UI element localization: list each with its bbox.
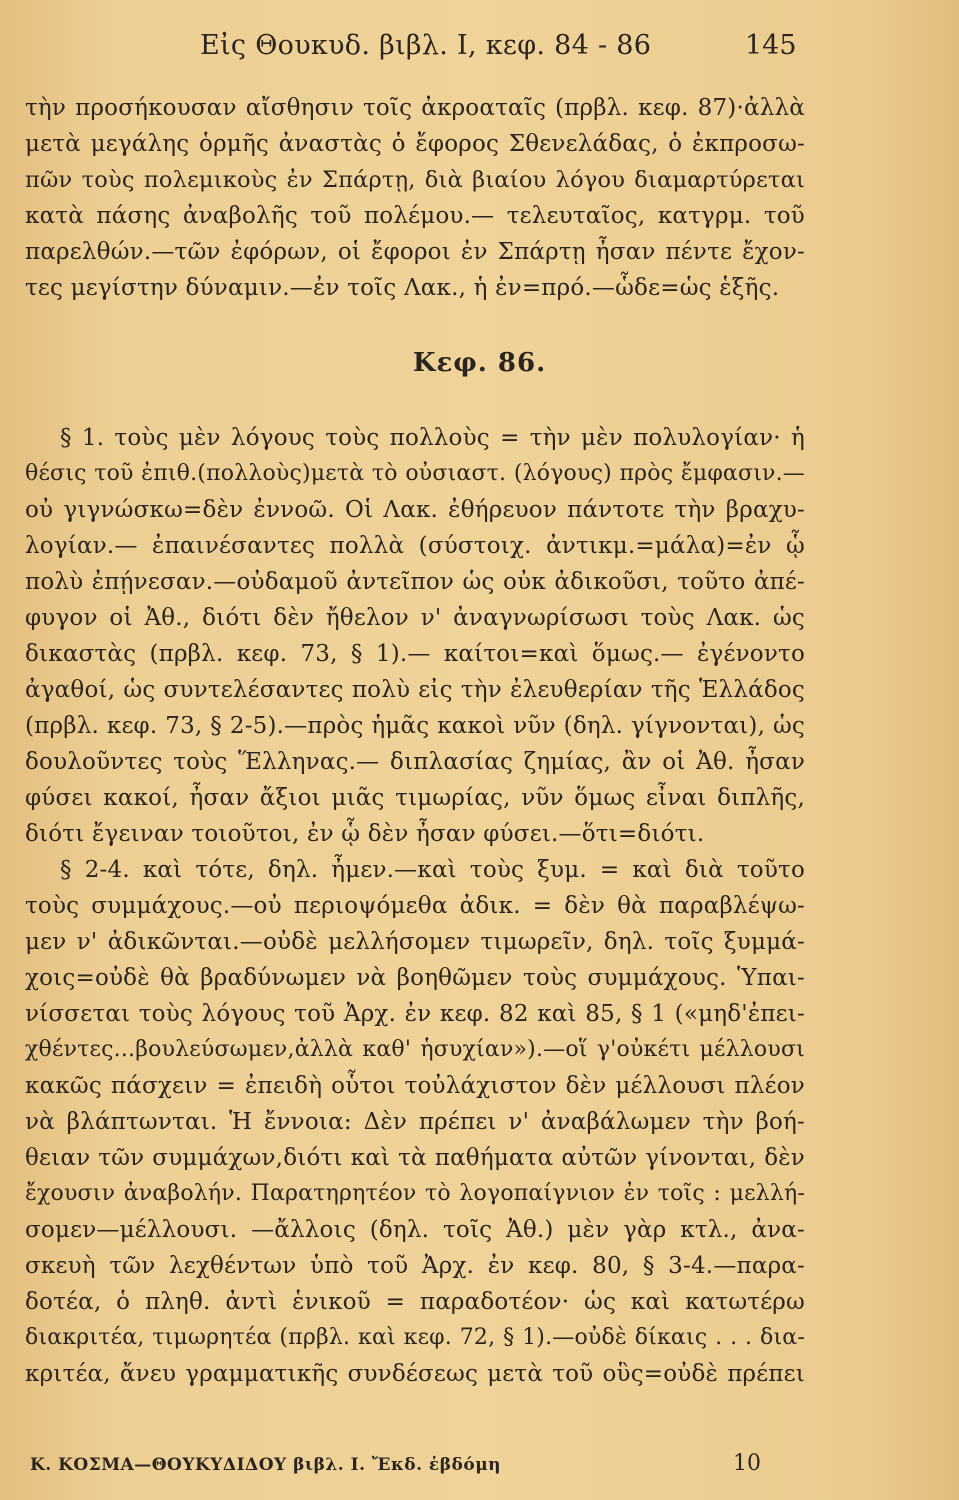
text-line: δουλοῦντες τοὺς Ἕλληνας.— διπλασίας ζημίας, ἂν οἱ Ἀθ. ἦσαν xyxy=(25,749,805,775)
text-line: σομεν—μέλλουσι. —ἄλλοις (δηλ. τοῖς Ἀθ.) μὲν γὰρ κτλ., ἀνα- xyxy=(25,1217,805,1243)
text-line: τοὺς συμμάχους.—οὐ περιοψόμεθα ἀδικ. = δὲν θὰ παραβλέψω- xyxy=(25,893,805,919)
text-line: ἔχουσιν ἀναβολήν. Παρατηρητέον τὸ λογοπαίγνιον ἐν τοῖς : μελλή- xyxy=(25,1181,805,1206)
text-line: (πρβλ. κεφ. 73, § 2-5).—πρὸς ἡμᾶς κακοὶ νῦν (δηλ. γίγνονται), ὡς xyxy=(25,713,805,739)
text-line: ἀγαθοί, ὡς συντελέσαντες πολὺ εἰς τὴν ἐλευθερίαν τῆς Ἑλλάδος xyxy=(25,677,805,703)
text-line: μεν ν' ἀδικῶνται.—οὐδὲ μελλήσομεν τιμωρεῖν, δηλ. τοῖς ξυμμά- xyxy=(25,929,805,955)
text-line: § 1. τοὺς μὲν λόγους τοὺς πολλοὺς = τὴν μὲν πολυλογίαν· ἡ xyxy=(60,425,805,451)
text-line: θέσις τοῦ ἐπιθ.(πολλοὺς)μετὰ τὸ οὐσιαστ. (λόγους) πρὸς ἔμφασιν.— xyxy=(25,461,805,486)
text-line: χοις=οὐδὲ θὰ βραδύνωμεν νὰ βοηθῶμεν τοὺς συμμάχους. Ὑπαι- xyxy=(25,965,805,991)
text-line: δικαστὰς (πρβλ. κεφ. 73, § 1).— καίτοι=καὶ ὅμως.— ἐγένοντο xyxy=(25,641,805,667)
running-head-title: Εἰς Θουκυδ. βιβλ. Ι, κεφ. 84 - 86 xyxy=(200,30,652,61)
text-line: κριτέα, ἄνευ γραμματικῆς συνδέσεως μετὰ τοῦ οὓς=οὐδὲ πρέπει xyxy=(25,1361,805,1387)
text-line: κατὰ πάσης ἀναβολῆς τοῦ πολέμου.— τελευταῖος, κατγρμ. τοῦ xyxy=(25,203,805,229)
text-line: φυγον οἱ Ἀθ., διότι δὲν ἤθελον ν' ἀναγνωρίσωσι τοὺς Λακ. ὡς xyxy=(25,605,805,631)
text-line: πολὺ ἐπῄνεσαν.—οὐδαμοῦ ἀντεῖπον ὡς οὐκ ἀδικοῦσι, τοῦτο ἀπέ- xyxy=(25,569,805,595)
text-line: χθέντες...βουλεύσωμεν,ἀλλὰ καθ' ἡσυχίαν»).—οἵ γ'οὐκέτι μέλλουσι xyxy=(25,1037,805,1062)
text-line: τὴν προσήκουσαν αἴσθησιν τοῖς ἀκροαταῖς (πρβλ. κεφ. 87)·ἀλλὰ xyxy=(25,95,805,121)
chapter-heading: Κεφ. 86. xyxy=(412,348,547,378)
text-line: θειαν τῶν συμμάχων,διότι καὶ τὰ παθήματα αὐτῶν γίνονται, δὲν xyxy=(25,1145,805,1171)
text-line: κακῶς πάσχειν = ἐπειδὴ οὗτοι τοὐλάχιστον δὲν μέλλουσι πλέον xyxy=(25,1073,805,1099)
sheet-number: 10 xyxy=(733,1451,761,1476)
text-line: πῶν τοὺς πολεμικοὺς ἐν Σπάρτῃ, διὰ βιαίου λόγου διαμαρτύρεται xyxy=(25,167,805,193)
text-line: παρελθών.—τῶν ἐφόρων, οἱ ἔφοροι ἐν Σπάρτῃ ἦσαν πέντε ἔχον- xyxy=(25,239,805,265)
text-line: νὰ βλάπτωνται. Ἡ ἔννοια: Δὲν πρέπει ν' ἀναβάλωμεν τὴν βοή- xyxy=(25,1109,805,1135)
text-line: μετὰ μεγάλης ὁρμῆς ἀναστὰς ὁ ἔφορος Σθενελάδας, ὁ ἐκπροσω- xyxy=(25,131,805,157)
text-line: οὐ γιγνώσκω=δὲν ἐννοῶ. Οἱ Λακ. ἐθήρευον πάντοτε τὴν βραχυ- xyxy=(25,497,805,523)
printer-signature: Κ. ΚΟΣΜΑ—ΘΟΥΚΥΔΙΔΟΥ βιβλ. Ι. Ἔκδ. ἑβδόμη xyxy=(30,1455,502,1475)
text-line: λογίαν.— ἐπαινέσαντες πολλὰ (σύστοιχ. ἀντικμ.=μάλα)=ἐν ᾧ xyxy=(25,533,805,559)
footer xyxy=(0,1451,959,1485)
text-line: δοτέα, ὁ πληθ. ἀντὶ ἑνικοῦ = παραδοτέον· ὡς καὶ κατωτέρω xyxy=(25,1289,805,1315)
text-line: διότι ἔγειναν τοιοῦτοι, ἐν ᾧ δὲν ἦσαν φύσει.—ὅτι=διότι. xyxy=(25,821,705,847)
running-head xyxy=(0,30,959,70)
page-number: 145 xyxy=(745,30,797,61)
text-line: σκευὴ τῶν λεχθέντων ὑπὸ τοῦ Ἀρχ. ἐν κεφ. 80, § 3-4.—παρα- xyxy=(25,1253,805,1279)
text-line: τες μεγίστην δύναμιν.—ἐν τοῖς Λακ., ἡ ἐν=πρό.—ὧδε=ὡς ἑξῆς. xyxy=(25,275,780,301)
text-line: νίσσεται τοὺς λόγους τοῦ Ἀρχ. ἐν κεφ. 82 καὶ 85, § 1 («μηδ'ἐπει- xyxy=(25,1001,805,1027)
text-line: διακριτέα, τιμωρητέα (πρβλ. καὶ κεφ. 72, § 1).—οὐδὲ δίκαις . . . δια- xyxy=(25,1325,805,1350)
text-line: φύσει κακοί, ἦσαν ἄξιοι μιᾶς τιμωρίας, νῦν ὅμως εἶναι διπλῆς, xyxy=(25,785,805,811)
text-line: § 2-4. καὶ τότε, δηλ. ἦμεν.—καὶ τοὺς ξυμ. = καὶ διὰ τοῦτο xyxy=(60,857,805,883)
